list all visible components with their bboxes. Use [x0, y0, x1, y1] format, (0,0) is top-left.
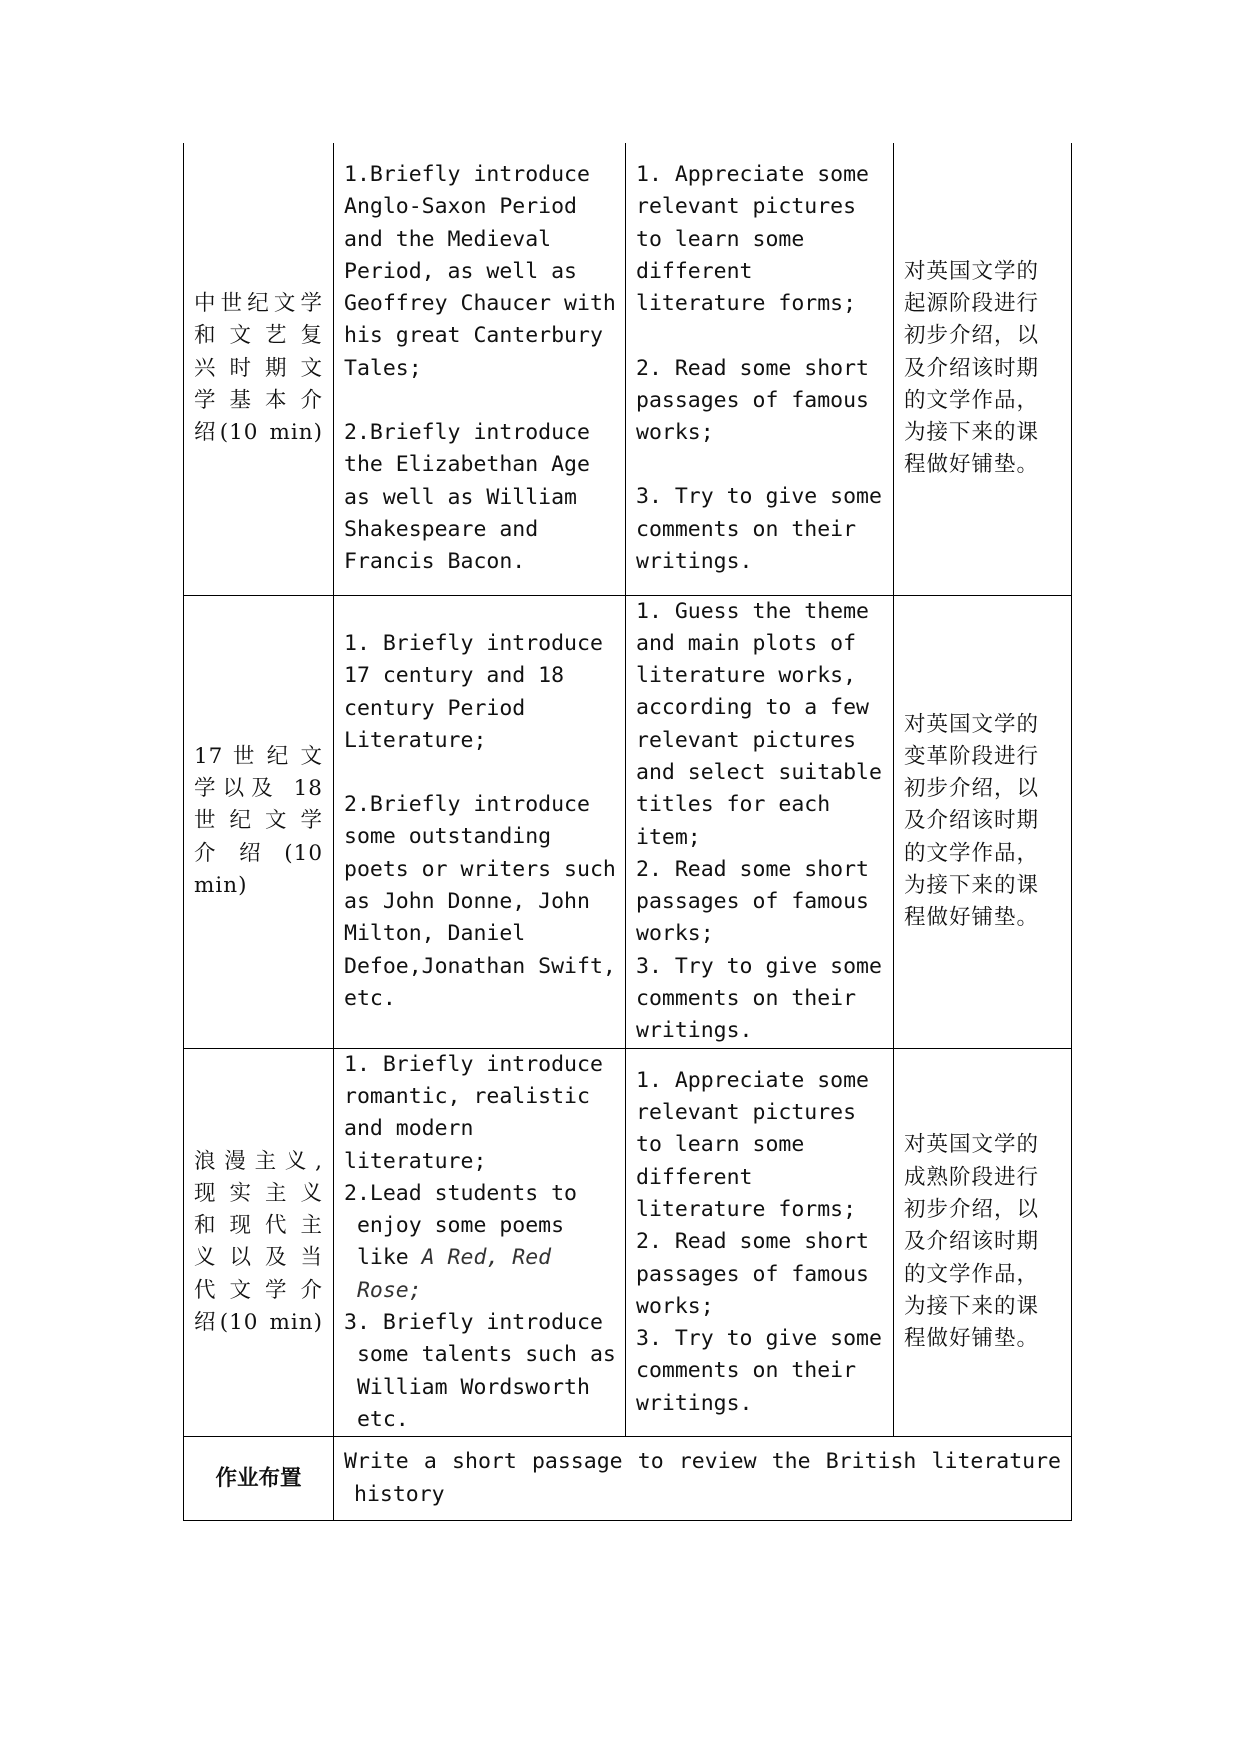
teacher-activity-cell: 1. Briefly introduce romantic, realistic and modern literature; 2.Lead students to enjoy some poems like A Red, Red Rose; 3. Briefly introduce some talents such as William Wordsworth etc. [334, 1048, 626, 1437]
stage-cell: 中世纪文学 和文艺复 兴时期文 学基本介 绍(10 min) [184, 143, 334, 595]
lesson-plan-table [183, 143, 1072, 1521]
student-activity-cell: 1. Appreciate some relevant pictures to learn some different literature forms; 2. Read some short passages of famous works; 3. Try to give some comments on their writings. [626, 143, 894, 595]
poem-title: A Red, Red [421, 1245, 552, 1271]
stage-cell: 浪漫主义, 现实主义 和现代主 义以及当 代文学介 绍(10 min) [184, 1048, 334, 1437]
teacher-activity-cell: 1.Briefly introduce Anglo-Saxon Period and the Medieval Period, as well as Geoffrey Chaucer with his great Canterbury Tales; 2.Briefly introduce the Elizabethan Age as well as William Shakespeare and Francis Bacon. [334, 143, 626, 595]
poem-line [344, 1275, 615, 1307]
homework-text: Write a short passage to review the British literature history [334, 1437, 1072, 1521]
homework-label: 作业布置 [184, 1437, 334, 1521]
stage-cell: 17 世 纪 文 学以及 18 世纪文学 介 绍 (10 min) [184, 595, 334, 1048]
student-activity-cell: 1. Guess the theme and main plots of literature works, according to a few relevant pictures and select suitable titles for each item; 2. Read some short passages of famous works; 3. Try to give some comments on their writings. [626, 595, 894, 1048]
table-row [184, 595, 1072, 1048]
table-row [184, 1048, 1072, 1437]
design-intent-cell: 对英国文学的 成熟阶段进行 初步介绍，以 及介绍该时期 的文学作品， 为接下来的课 程做好铺垫。 [894, 1048, 1072, 1437]
table-row [184, 143, 1072, 595]
teacher-activity-cell: 1. Briefly introduce 17 century and 18 century Period Literature; 2.Briefly introduce some outstanding poets or writers such as John Donne, John Milton, Daniel Defoe,Jonathan Swift, etc. [334, 595, 626, 1048]
poem-title: Rose; [356, 1277, 422, 1303]
design-intent-cell: 对英国文学的 起源阶段进行 初步介绍，以 及介绍该时期 的文学作品， 为接下来的课 程做好铺垫。 [894, 143, 1072, 595]
student-activity-cell: 1. Appreciate some relevant pictures to learn some different literature forms; 2. Read some short passages of famous works; 3. Try to give some comments on their writings. [626, 1048, 894, 1437]
poem-line: like A Red, Red [344, 1245, 552, 1271]
homework-row [184, 1437, 1072, 1521]
design-intent-cell: 对英国文学的 变革阶段进行 初步介绍，以 及介绍该时期 的文学作品， 为接下来的课 程做好铺垫。 [894, 595, 1072, 1048]
